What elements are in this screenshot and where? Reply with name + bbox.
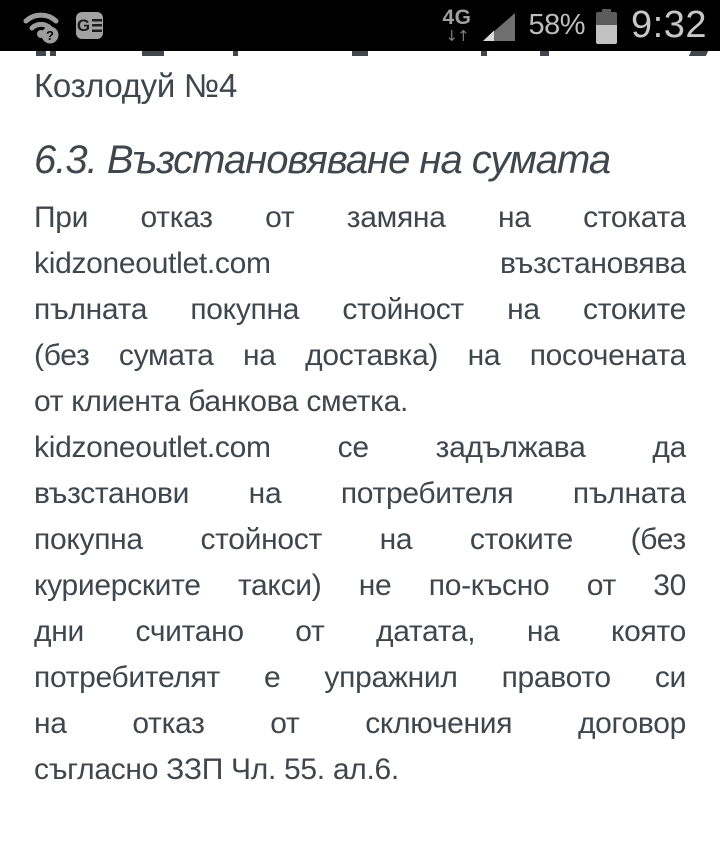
status-bar	[0, 0, 720, 51]
g-notification-icon	[76, 12, 103, 39]
g-notification-lines-icon	[92, 19, 102, 32]
paragraph-line: на отказ от сключения договор	[34, 707, 686, 740]
page-content	[0, 51, 720, 793]
paragraph-line: kidzoneoutlet.com възстановява	[34, 247, 686, 280]
paragraph-line: покупна стойност на стоките (без	[34, 523, 686, 556]
clipped-text-line	[34, 51, 686, 58]
section-heading: 6.3. Възстановяване на сумата	[34, 138, 611, 182]
paragraph-line: потребителят е упражнил правото си	[34, 661, 686, 694]
wifi-question-icon	[22, 8, 64, 44]
paragraph-line: куриерските такси) не по-късно от 30	[34, 569, 686, 602]
status-bar-right	[442, 4, 707, 47]
status-bar-left	[22, 8, 103, 44]
paragraph-line: (без сумата на доставка) на посочената	[34, 339, 686, 372]
paragraph-line: дни считано от датата, на която	[34, 615, 686, 648]
paragraph-line: съгласно ЗЗП Чл. 55. ал.6.	[34, 753, 399, 786]
paragraph	[34, 425, 686, 793]
g-notification-letter: G	[76, 16, 91, 35]
svg-text:?: ?	[46, 27, 54, 43]
paragraph-line: пълната покупна стойност на стоките	[34, 293, 686, 326]
paragraph-line: При отказ от замяна на стоката	[34, 201, 686, 234]
refund-policy-text	[34, 195, 686, 793]
battery-percent-label: 58%	[528, 9, 586, 41]
address-line: Козлодуй №4	[34, 67, 238, 104]
paragraph-line: kidzoneoutlet.com се задължава да	[34, 431, 686, 464]
network-type-label: 4G	[442, 6, 472, 29]
signal-strength-icon	[480, 12, 517, 43]
paragraph-line: възстанови на потребителя пълната	[34, 477, 686, 510]
network-indicator	[442, 7, 471, 44]
clock: 9:32	[631, 4, 707, 46]
paragraph	[34, 195, 686, 425]
battery-icon	[596, 9, 617, 44]
paragraph-line: от клиента банкова сметка.	[34, 385, 409, 418]
network-arrows-icon: ↓↑	[445, 27, 469, 45]
